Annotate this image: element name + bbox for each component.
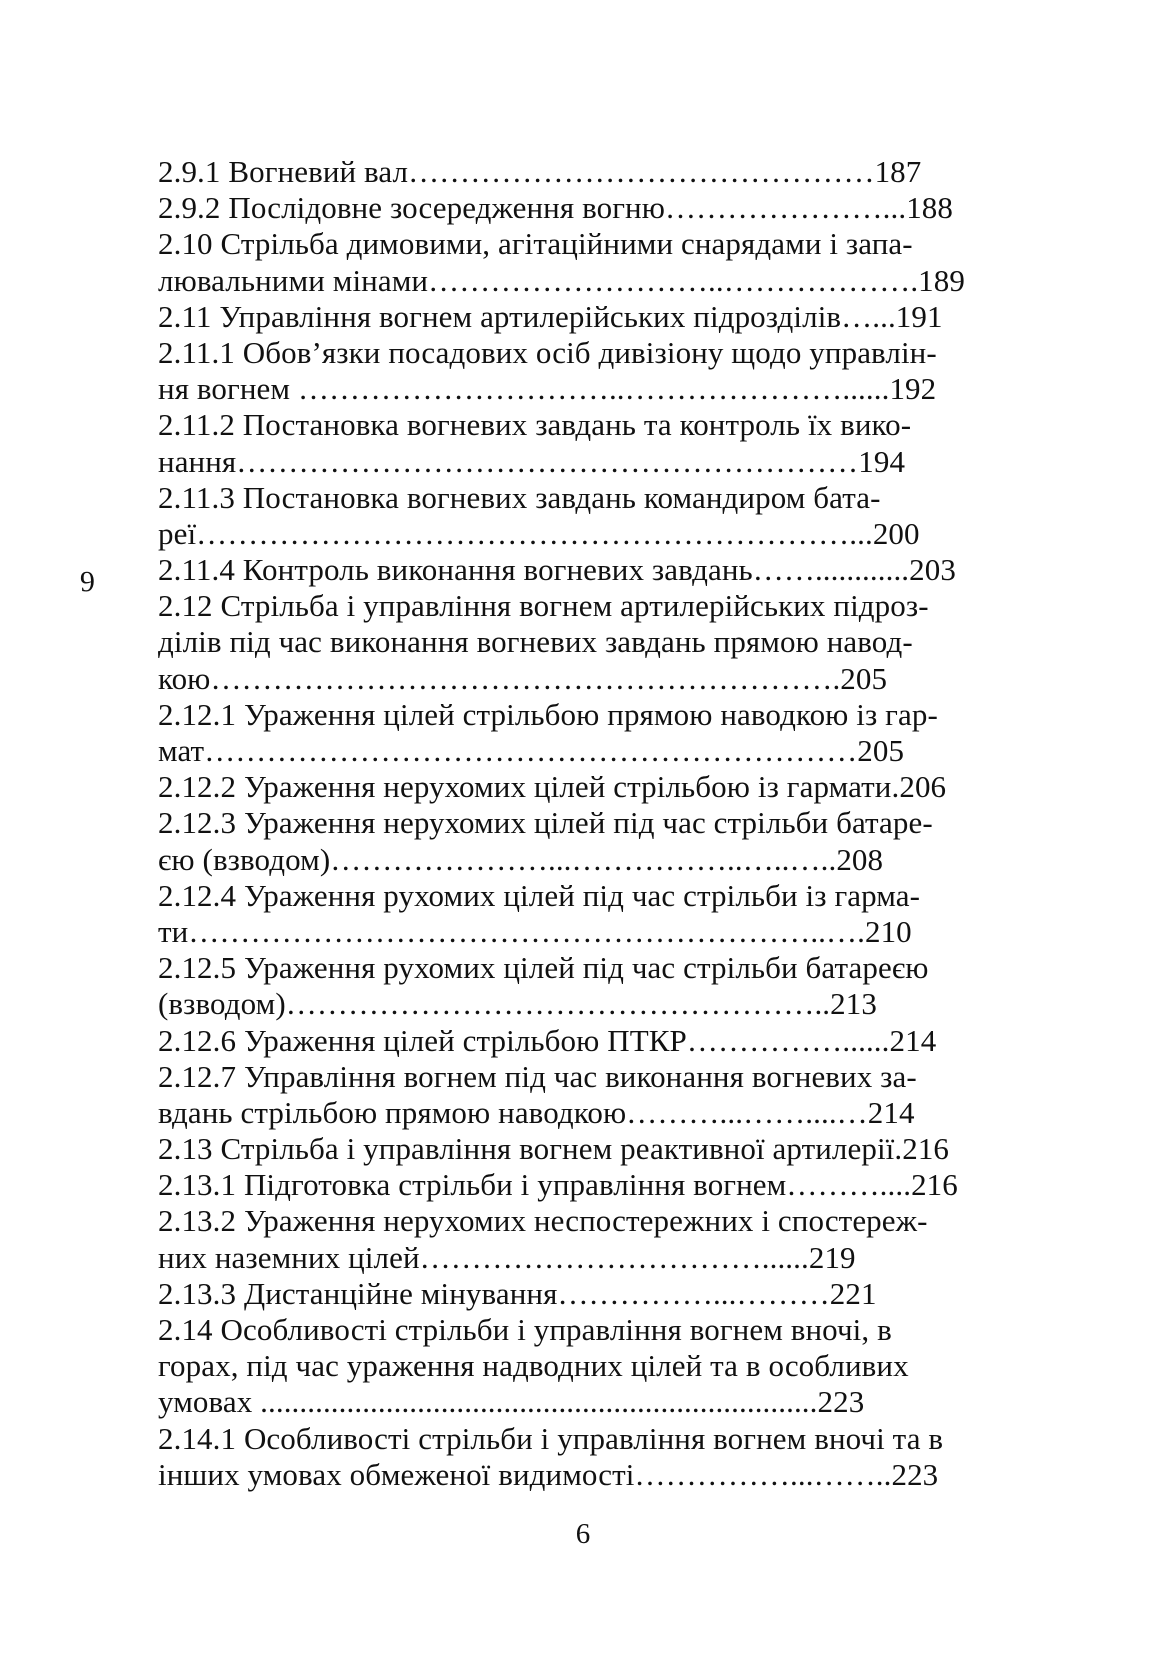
toc-line: 2.12.6 Ураження цілей стрільбою ПТКР……………......214 — [158, 1022, 937, 1058]
toc-line: 2.12.3 Ураження нерухомих цілей під час стрільби батаре- — [158, 805, 933, 841]
toc-line: умовах .......................................................................223 — [158, 1384, 865, 1420]
toc-line: 2.10 Стрільба димовими, агітаційними снарядами і запа- — [158, 226, 913, 262]
toc-line: єю (взводом)…………………...……………..…..…..208 — [158, 841, 884, 877]
toc-line: 2.12 Стрільба і управління вогнем артилерійських підроз- — [158, 588, 929, 624]
toc-line: 2.13 Стрільба і управління вогнем реактивної артилерії.216 — [158, 1131, 950, 1167]
toc-line: мат………………………………………………………205 — [158, 733, 905, 768]
toc-line: 2.12.7 Управління вогнем під час виконання вогневих за- — [158, 1058, 917, 1094]
page-number: 6 — [575, 1518, 591, 1550]
toc-line: 2.11.2 Постановка вогневих завдань та контроль їх вико- — [158, 407, 912, 443]
toc-line: 2.13.2 Ураження нерухомих неспостережних і спостереж- — [158, 1203, 928, 1239]
toc-line: 2.14 Особливості стрільби і управління вогнем вночі, в — [158, 1312, 892, 1347]
toc-line: 2.13.1 Підготовка стрільби і управління вогнем………....216 — [158, 1167, 958, 1203]
toc-line: 2.11.4 Контроль виконання вогневих завдань……............203 — [158, 552, 956, 588]
toc-line: 2.14.1 Особливості стрільби і управління вогнем вночі та в — [158, 1420, 944, 1456]
toc-line: ділів під час виконання вогневих завдань прямою навод- — [158, 624, 913, 660]
toc-line: ня вогнем …………………………..…………………......192 — [158, 371, 937, 407]
toc-line: нання……………………………………………………194 — [158, 443, 906, 479]
toc-line: вдань стрільбою прямою наводкою………...……....…214 — [158, 1094, 915, 1130]
toc-line: 2.11.3 Постановка вогневих завдань командиром бата- — [158, 479, 881, 515]
toc-line: 2.13.3 Дистанційне мінування……………...………221 — [158, 1275, 877, 1311]
table-of-contents — [158, 154, 1008, 1493]
toc-line: реї………………………………………………………...200 — [158, 515, 920, 551]
toc-line: горах, під час ураження надводних цілей та в особливих — [158, 1348, 909, 1384]
toc-line: 2.12.2 Ураження нерухомих цілей стрільбою із гармати.206 — [158, 769, 947, 805]
toc-line: 2.9.1 Вогневий вал………………………………………187 — [158, 154, 922, 189]
toc-line: 2.9.2 Послідовне зосередження вогню…………………...188 — [158, 190, 954, 226]
margin-page-number: 6 — [80, 565, 95, 598]
toc-line: ти……………………………………………………..….210 — [158, 913, 912, 949]
toc-line: інших умовах обмеженої видимості……………...……..223 — [158, 1456, 939, 1492]
toc-line: них наземних цілей……………………………......219 — [158, 1239, 856, 1275]
toc-line: 2.12.5 Ураження рухомих цілей під час стрільби батареєю — [158, 950, 929, 986]
toc-line: (взводом)……………………………………………..213 — [158, 986, 877, 1022]
toc-line: лювальними мінами………………………..……………….189 — [158, 262, 965, 298]
toc-line: кою…………………………………………………….205 — [158, 660, 888, 696]
toc-line: 2.12.4 Ураження рухомих цілей під час стрільби із гарма- — [158, 877, 921, 913]
toc-line: 2.11.1 Обов’язки посадових осіб дивізіону щодо управлін- — [158, 334, 937, 370]
toc-line: 2.12.1 Ураження цілей стрільбою прямою наводкою із гар- — [158, 696, 938, 732]
toc-line: 2.11 Управління вогнем артилерійських підрозділів…...191 — [158, 298, 943, 334]
